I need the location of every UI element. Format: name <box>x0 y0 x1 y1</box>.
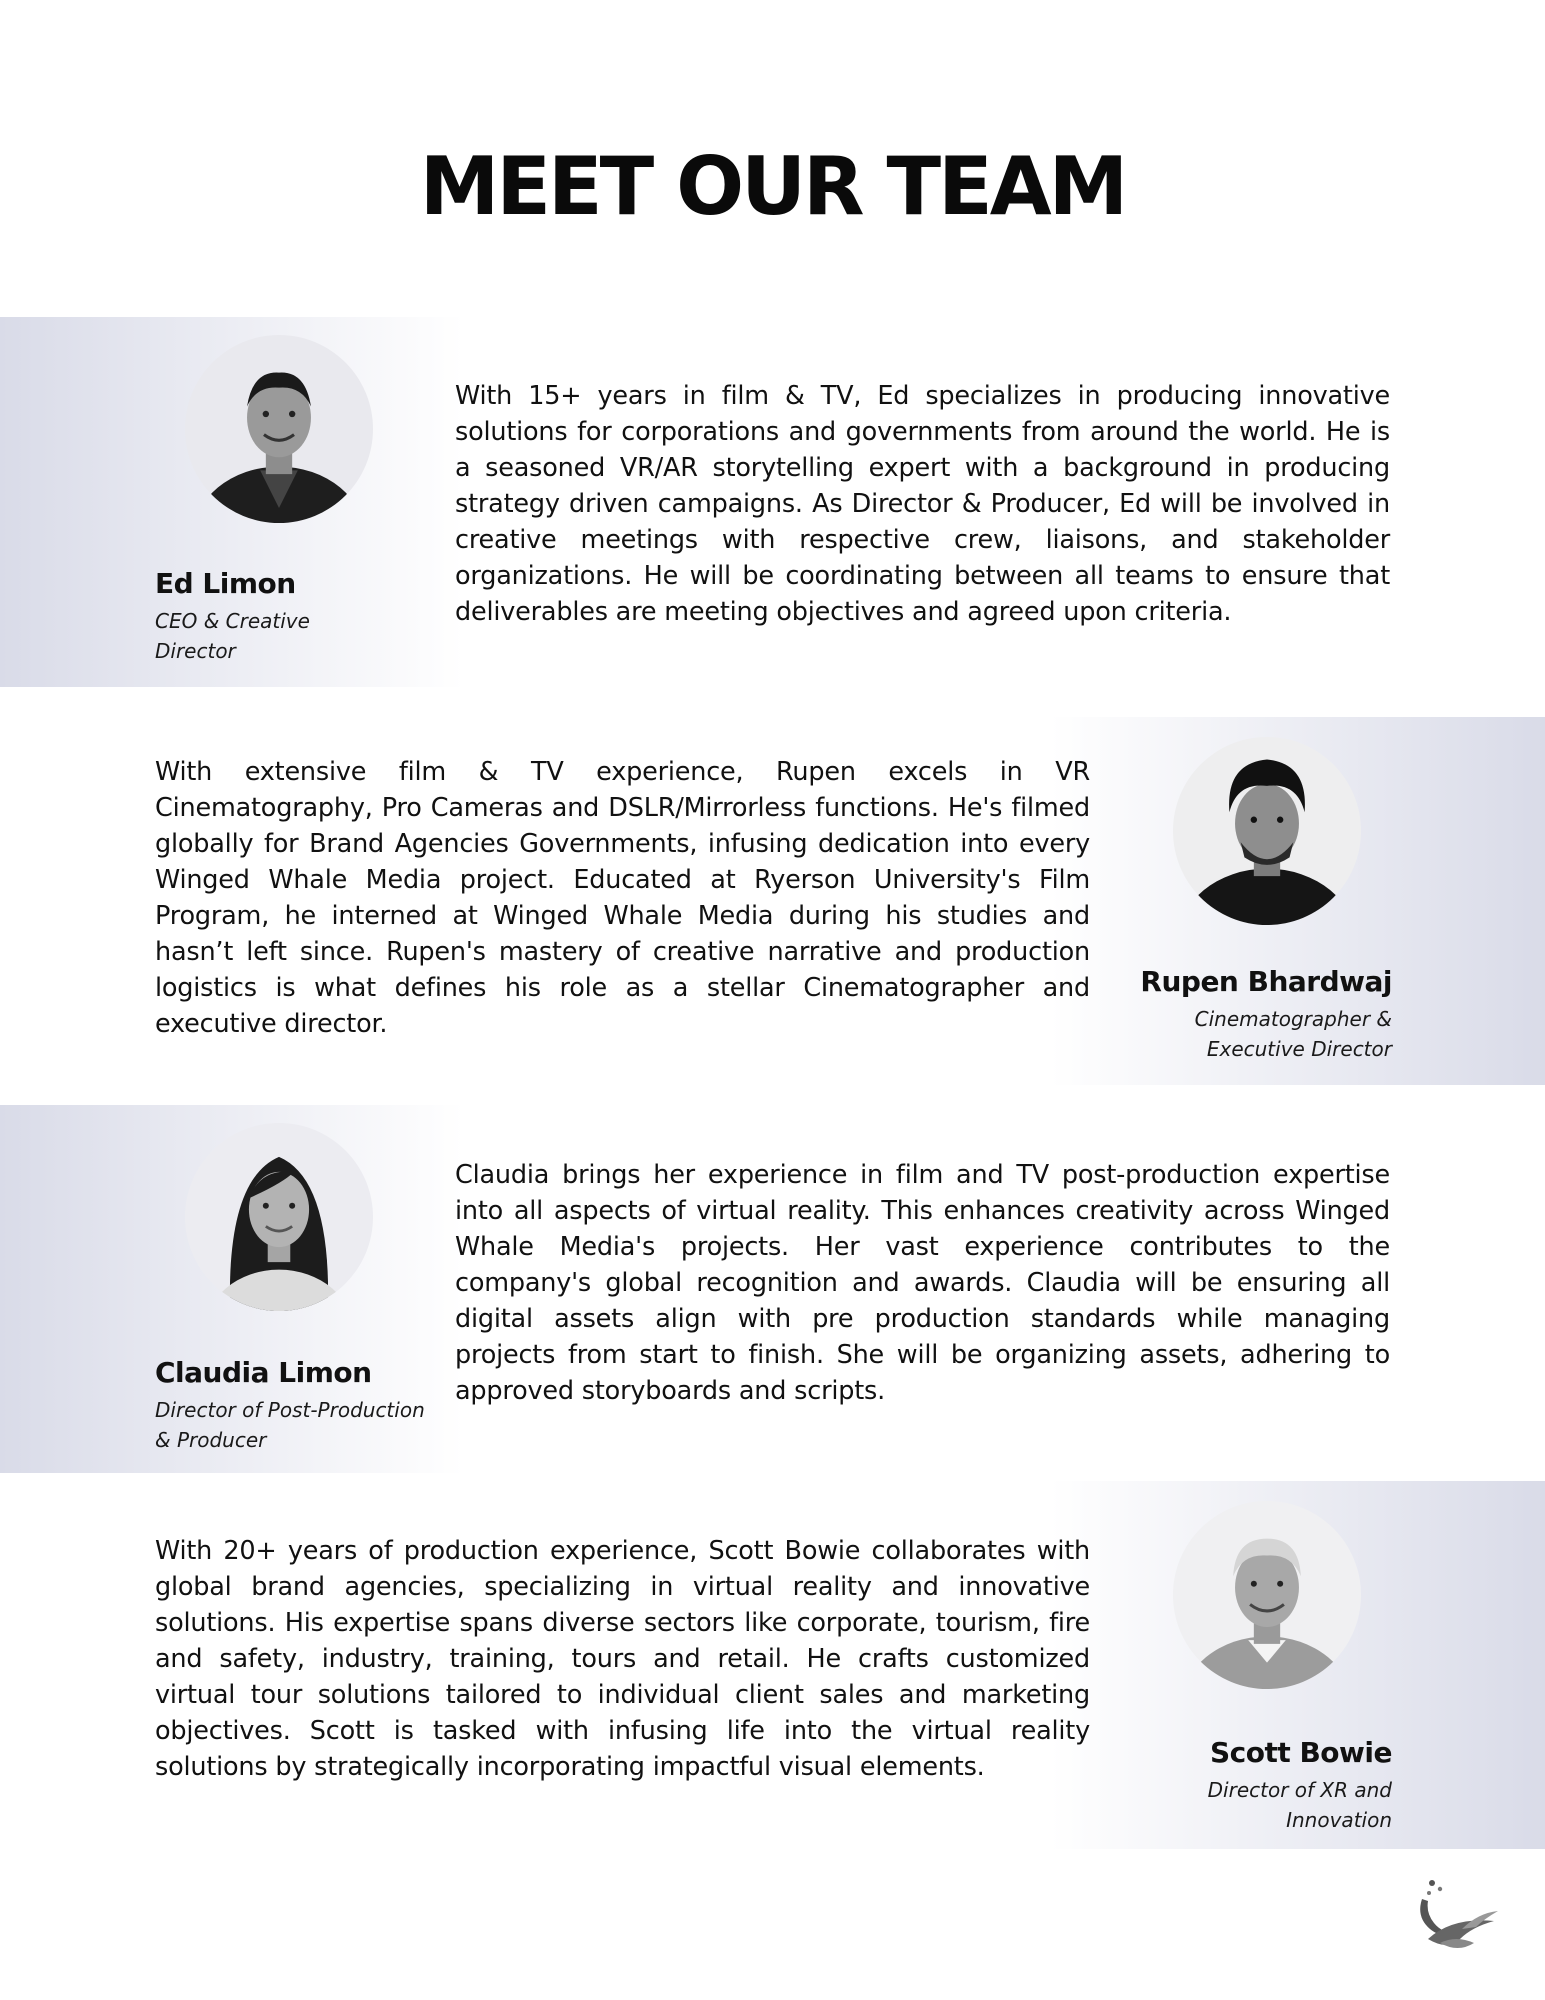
member-role: CEO & Creative Director <box>155 609 310 663</box>
member-bio: With 15+ years in film & TV, Ed specializes in producing innovative solutions for corporations and governments from around the world. He is a seasoned VR/AR storytelling expert with a background in producing strategy driven campaigns. As Director & Producer, Ed will be involved in creative meetings with respective crew, liaisons, and stakeholder organizations. He will be coordinating between all teams to ensure that deliverables are meeting objectives and agreed upon criteria. <box>455 381 1390 627</box>
member-role: Director of Post-Production & Producer <box>155 1398 425 1452</box>
member-name: Claudia Limon <box>155 1356 372 1389</box>
team-member-card-claudia-limon <box>0 1105 1545 1473</box>
winged-whale-logo-icon <box>1412 1877 1502 1959</box>
member-bio: With 20+ years of production experience, Scott Bowie collaborates with global brand agencies, specializing in virtual reality and innovative solutions. His expertise spans diverse sectors like corporate, tourism, fire and safety, industry, training, tours and retail. He crafts customized virtual tour solutions tailored to individual client sales and marketing objectives. Scott is tasked with infusing life into the virtual reality solutions by strategically incorporating impactful visual elements. <box>155 1536 1090 1782</box>
member-photo <box>185 1123 373 1311</box>
member-photo <box>1173 1501 1361 1689</box>
member-role: Director of XR and Innovation <box>1207 1778 1392 1832</box>
member-name: Rupen Bhardwaj <box>1140 965 1392 998</box>
member-name: Scott Bowie <box>1209 1736 1392 1769</box>
member-bio: With extensive film & TV experience, Rupen excels in VR Cinematography, Pro Cameras and DSLR/Mirrorless functions. He's filmed globally for Brand Agencies Governments, infusing dedication into every Winged Whale Media project. Educated at Ryerson University's Film Program, he interned at Winged Whale Media during his studies and hasn’t left since. Rupen's mastery of creative narrative and production logistics is what defines his role as a stellar Cinematographer and executive director. <box>155 757 1090 1039</box>
page-title: MEET OUR TEAM <box>419 140 1126 233</box>
member-photo <box>1173 737 1361 925</box>
team-member-card-ed-limon <box>0 317 1545 687</box>
member-role: Cinematographer & Executive Director <box>1194 1007 1392 1061</box>
member-photo <box>185 335 373 523</box>
team-member-card-rupen-bhardwaj <box>0 717 1545 1085</box>
team-member-card-scott-bowie <box>0 1481 1545 1849</box>
member-name: Ed Limon <box>155 567 296 600</box>
member-bio: Claudia brings her experience in film and TV post-production expertise into all aspects of virtual reality. This enhances creativity across Winged Whale Media's projects. Her vast experience contributes to the company's global recognition and awards. Claudia will be ensuring all digital assets align with pre production standards while managing projects from start to finish. She will be organizing assets, adhering to approved storyboards and scripts. <box>455 1160 1390 1406</box>
